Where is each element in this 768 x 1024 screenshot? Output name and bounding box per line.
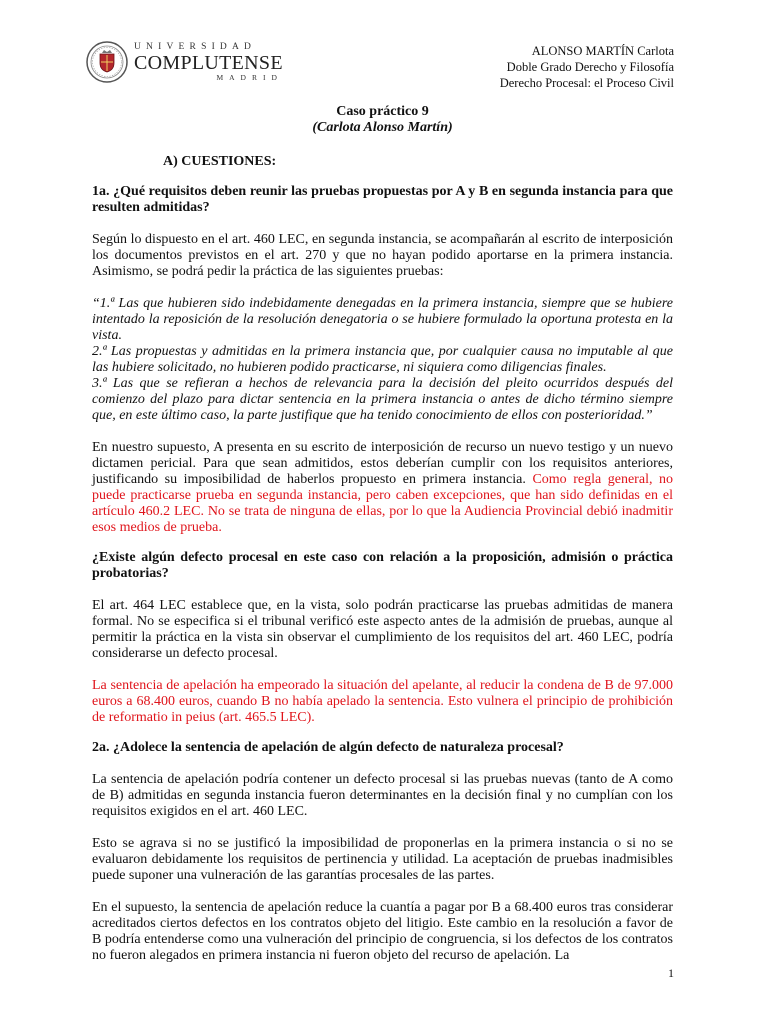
paragraph-1: Según lo dispuesto en el art. 460 LEC, en segunda instancia, se acompañarán al escrito de interposición los documentos previstos en el art. 270 y que no hayan podido aportarse en la primera instancia. Asimismo, se podrá pedir la práctica de las siguientes pruebas: [92, 232, 673, 279]
paragraph-2 [92, 440, 673, 536]
document-subtitle: (Carlota Alonso Martín) [312, 120, 453, 135]
logo-university-text: UNIVERSIDAD [134, 41, 257, 52]
quote-item-3: 3.ª Las que se refieran a hechos de relevancia para la decisión del pleito ocurridos después del comienzo del plazo para dictar sentencia en la primera instancia o antes de dicho término siempre que, en este último caso, la parte justifique que ha tenido conocimiento de ellos con posterioridad.” [92, 376, 673, 423]
paragraph-6: Esto se agrava si no se justificó la imposibilidad de proponerlas en la primera instancia o si no se evaluaron debidamente los requisitos de pertinencia y utilidad. La aceptación de pruebas inadmisibles puede suponer una vulneración de las garantías procesales de las partes. [92, 836, 673, 883]
question-1b: ¿Existe algún defecto procesal en este caso con relación a la proposición, admisión o práctica probatorias? [92, 550, 673, 581]
legal-quote [92, 296, 673, 424]
header-degree: Doble Grado Derecho y Filosofía [506, 60, 674, 74]
header-author: ALONSO MARTÍN Carlota [531, 44, 674, 58]
header-info [500, 43, 674, 91]
header-course: Derecho Procesal: el Proceso Civil [499, 76, 674, 90]
logo-name-text: COMPLUTENSE [134, 52, 283, 74]
page-number: 1 [668, 966, 674, 980]
quote-item-2: 2.ª Las propuestas y admitidas en la primera instancia que, por cualquier causa no imputable al que las hubiere solicitado, no hubieren podido practicarse, ni siquiera como diligencias finales. [92, 344, 673, 375]
question-1: 1a. ¿Qué requisitos deben reunir las pruebas propuestas por A y B en segunda instancia para que resulten admitidas? [92, 184, 673, 215]
paragraph-4-correction: La sentencia de apelación ha empeorado la situación del apelante, al reducir la condena de B de 97.000 euros a 68.400 euros, cuando B no había apelado la sentencia. Esto vulnera el principio de prohibición de reformatio in peius (art. 465.5 LEC). [92, 678, 673, 725]
question-2: 2a. ¿Adolece la sentencia de apelación de algún defecto de naturaleza procesal? [92, 740, 564, 755]
university-logo [86, 41, 283, 83]
paragraph-7: En el supuesto, la sentencia de apelación reduce la cuantía a pagar por B a 68.400 euros tras considerar acreditados ciertos defectos en los contratos objeto del litigio. Este cambio en la resolución a favor de B podría entenderse como una vulneración del principio de congruencia, si los defectos de los contratos no fueron alegados en primera instancia ni fueron objeto del recurso de apelación. La [92, 900, 673, 963]
university-seal-icon [86, 41, 128, 83]
paragraph-5: La sentencia de apelación podría contener un defecto procesal si las pruebas nuevas (tanto de A como de B) admitidas en segunda instancia fueron determinantes en la decisión final y no cumplían con los requisitos exigidos en el art. 460 LEC. [92, 772, 673, 819]
paragraph-3: El art. 464 LEC establece que, en la vista, solo podrán practicarse las pruebas admitidas de manera formal. No se especifica si el tribunal verificó este aspecto antes de la admisión de pruebas, aunque al permitir la práctica en la vista sin observar el cumplimiento de los requisitos del art. 460 LEC, podría considerarse un defecto procesal. [92, 598, 673, 661]
document-title: Caso práctico 9 [336, 104, 429, 119]
paragraph-2-correction: Como regla general, no puede practicarse prueba en segunda instancia, pero caben excepciones, que han sido definidas en el artículo 460.2 LEC. No se trata de ninguna de ellas, por lo que la Audiencia Provincial debió inadmitir esos medios de prueba. [92, 472, 674, 535]
section-heading: A) CUESTIONES: [163, 154, 277, 169]
document-body [92, 104, 673, 964]
quote-item-1: “1.ª Las que hubieren sido indebidamente denegadas en la primera instancia, siempre que se hubiere intentado la reposición de la resolución denegatoria o se hubiere formulado la oportuna protesta en la vista. [92, 296, 673, 343]
paragraph-2-text: En nuestro supuesto, A presenta en su escrito de interposición de recurso un nuevo testigo y un nuevo dictamen pericial. Para que sean admitidos, estos deberían cumplir con los requisitos anteriores, justificando su imposibilidad de haberlos propuesto en primera instancia. [92, 440, 673, 487]
logo-city-text: MADRID [216, 73, 283, 82]
